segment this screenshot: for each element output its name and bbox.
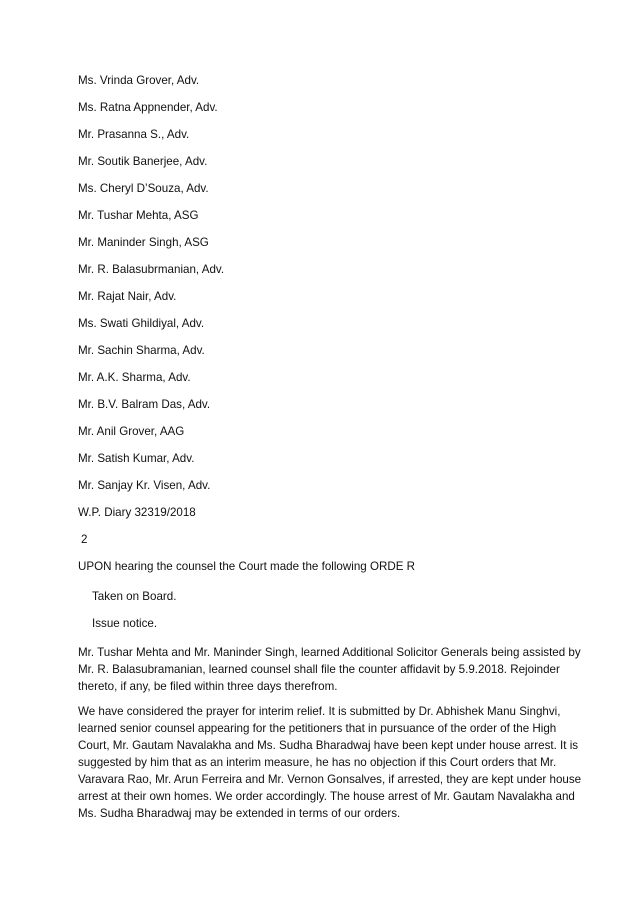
paragraph-line: Mr. R. Balasubramanian, learned counsel shall file the counter affidavit by 5.9.2018. Rejoinder	[78, 663, 560, 676]
paragraph-line: learned senior counsel appearing for the petitioners that in pursuance of the order of the High	[78, 722, 557, 735]
counsel-item: Mr. Anil Grover, AAG	[78, 425, 185, 438]
counsel-item: Mr. B.V. Balram Das, Adv.	[78, 398, 211, 411]
order-item-issue-notice: Issue notice.	[92, 617, 158, 630]
paragraph-line: Court, Mr. Gautam Navalakha and Ms. Sudha Bharadwaj have been kept under house arrest. It is	[78, 739, 579, 752]
counsel-item: Mr. Rajat Nair, Adv.	[78, 290, 177, 303]
counsel-item: Mr. Sanjay Kr. Visen, Adv.	[78, 479, 211, 492]
paragraph-line: suggested by him that as an interim measure, he has no objection if this Court orders that Mr.	[78, 756, 557, 769]
counsel-item: Mr. Soutik Banerjee, Adv.	[78, 155, 208, 168]
counsel-item: Mr. Satish Kumar, Adv.	[78, 452, 195, 465]
counsel-item: Mr. R. Balasubrmanian, Adv.	[78, 263, 225, 276]
counsel-item: Mr. Sachin Sharma, Adv.	[78, 344, 205, 357]
paragraph-line: We have considered the prayer for interim relief. It is submitted by Dr. Abhishek Manu Singhvi,	[78, 705, 561, 718]
counsel-item: Mr. Tushar Mehta, ASG	[78, 209, 199, 222]
paragraph-line: Varavara Rao, Mr. Arun Ferreira and Mr. Vernon Gonsalves, if arrested, they are kept under house	[78, 773, 582, 786]
counsel-item: Mr. A.K. Sharma, Adv.	[78, 371, 191, 384]
counsel-list	[78, 74, 566, 506]
paragraph-line: Ms. Sudha Bharadwaj may be extended in terms of our orders.	[78, 807, 401, 820]
paragraph-line: thereto, if any, be filed within three days therefrom.	[78, 680, 338, 693]
page-number: 2	[81, 533, 88, 546]
diary-number: W.P. Diary 32319/2018	[78, 506, 196, 519]
document-page	[78, 74, 582, 830]
order-item-taken-on-board: Taken on Board.	[92, 590, 177, 603]
paragraph-line: Mr. Tushar Mehta and Mr. Maninder Singh, learned Additional Solicitor Generals being assisted by	[78, 646, 581, 659]
paragraph-line: arrest at their own homes. We order accordingly. The house arrest of Mr. Gautam Navalakha and	[78, 790, 575, 803]
counsel-item: Ms. Cheryl D’Souza, Adv.	[78, 182, 209, 195]
counsel-item: Mr. Prasanna S., Adv.	[78, 128, 190, 141]
order-heading: UPON hearing the counsel the Court made the following ORDE R	[78, 560, 416, 573]
counsel-item: Ms. Vrinda Grover, Adv.	[78, 74, 200, 87]
counsel-item: Mr. Maninder Singh, ASG	[78, 236, 209, 249]
counsel-item: Ms. Swati Ghildiyal, Adv.	[78, 317, 205, 330]
paragraph-counter-affidavit	[78, 644, 581, 695]
counsel-item: Ms. Ratna Appnender, Adv.	[78, 101, 218, 114]
paragraph-interim-relief	[78, 703, 582, 822]
